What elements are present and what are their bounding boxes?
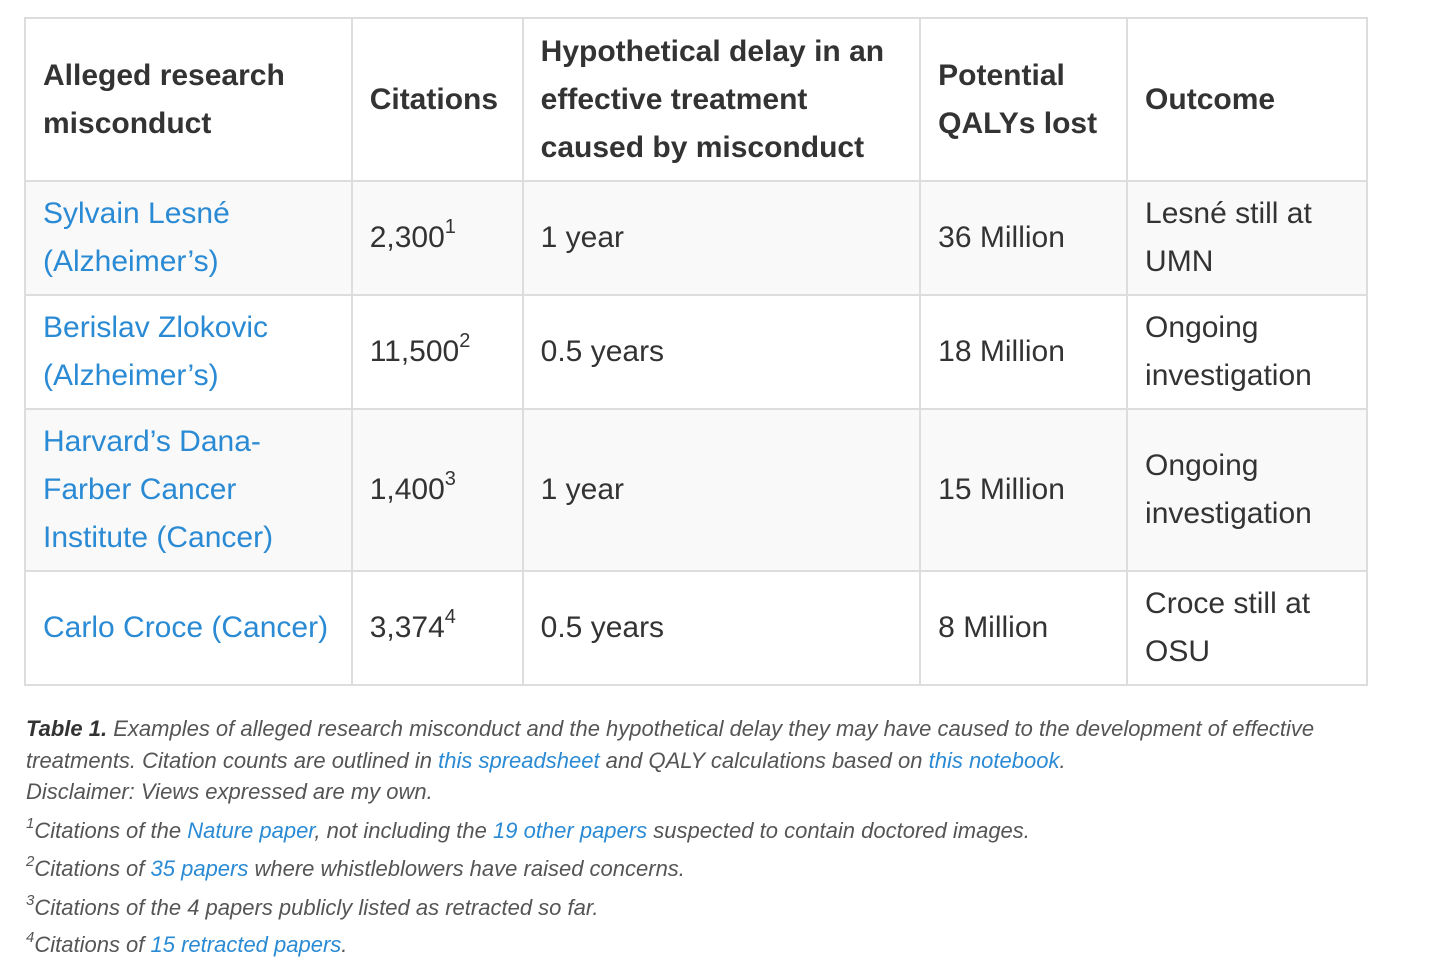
spreadsheet-link[interactable]: this spreadsheet (438, 747, 600, 773)
outcome-cell: Croce still at OSU (1127, 571, 1367, 685)
outcome-cell: Ongoing investigation (1127, 295, 1367, 409)
header-alleged-misconduct: Alleged research misconduct (25, 18, 352, 181)
misconduct-table (24, 17, 1368, 686)
footnote-text: Citations of the 4 papers publicly listed as retracted so far. (34, 895, 599, 920)
outcome-cell: Ongoing investigation (1127, 409, 1367, 571)
caption-text: Examples of alleged research misconduct and the hypothetical delay they may have caused to the development of effective treatments. Citation counts are outlined in (26, 716, 1315, 773)
table-caption (26, 713, 1406, 808)
footnote-text: . (341, 932, 348, 957)
citations-cell (352, 181, 523, 295)
footnote-text: Citations of (34, 932, 151, 957)
delay-cell: 0.5 years (523, 571, 921, 685)
case-name-link[interactable]: Carlo Croce (Cancer) (25, 571, 352, 685)
delay-cell: 1 year (523, 181, 921, 295)
table-row (25, 409, 1367, 571)
footnote-3 (26, 893, 1406, 923)
delay-cell: 1 year (523, 409, 921, 571)
footnote-mark: 2 (26, 852, 35, 870)
citations-value: 1,400 (369, 473, 445, 506)
outcome-cell: Lesné still at UMN (1127, 181, 1367, 295)
footnote-text: Citations of the (34, 818, 188, 843)
footnote-mark: 3 (26, 891, 35, 909)
case-name-link[interactable]: Berislav Zlokovic (Alzheimer’s) (25, 295, 352, 409)
citations-cell (352, 295, 523, 409)
case-name-link[interactable]: Sylvain Lesné (Alzheimer’s) (25, 181, 352, 295)
header-delay: Hypothetical delay in an effective treatment caused by misconduct (523, 18, 921, 181)
table-row (25, 571, 1367, 685)
footnote-text: , not including the (314, 818, 493, 843)
citations-cell (352, 409, 523, 571)
header-citations: Citations (352, 18, 523, 181)
table-row (25, 295, 1367, 409)
header-outcome: Outcome (1127, 18, 1367, 181)
qalys-cell: 36 Million (920, 181, 1127, 295)
papers-35-link[interactable]: 35 papers (150, 856, 249, 881)
qalys-cell: 15 Million (920, 409, 1127, 571)
qalys-cell: 18 Million (920, 295, 1127, 409)
nature-paper-link[interactable]: Nature paper (187, 818, 315, 843)
footnote-marker: 3 (444, 468, 456, 490)
caption-label: Table 1. (26, 716, 108, 741)
header-qalys-lost: Potential QALYs lost (920, 18, 1127, 181)
caption-text: and QALY calculations based on (599, 747, 929, 773)
footnote-4 (26, 930, 1406, 960)
footnote-text: Citations of (34, 856, 151, 881)
footnote-1 (26, 816, 1406, 846)
other-papers-link[interactable]: 19 other papers (493, 818, 648, 843)
footnote-marker: 4 (444, 606, 456, 628)
footnote-marker: 1 (444, 216, 456, 238)
footnote-text: suspected to contain doctored images. (647, 818, 1030, 843)
disclaimer-text: Disclaimer: Views expressed are my own. (26, 779, 433, 804)
retracted-papers-link[interactable]: 15 retracted papers (150, 932, 342, 957)
citations-value: 3,374 (369, 611, 445, 644)
case-name-link[interactable]: Harvard’s Dana-Farber Cancer Institute (Cancer) (25, 409, 352, 571)
citations-value: 2,300 (369, 221, 445, 254)
footnote-mark: 4 (26, 928, 35, 946)
citations-value: 11,500 (369, 335, 460, 368)
caption-text: . (1059, 747, 1066, 773)
citations-cell (352, 571, 523, 685)
table-header-row (25, 18, 1367, 181)
table-row (25, 181, 1367, 295)
footnote-text: where whistleblowers have raised concerns. (248, 856, 685, 881)
footnote-marker: 2 (459, 330, 471, 352)
notebook-link[interactable]: this notebook (928, 747, 1060, 773)
footnote-mark: 1 (26, 814, 35, 832)
qalys-cell: 8 Million (920, 571, 1127, 685)
delay-cell: 0.5 years (523, 295, 921, 409)
footnote-2 (26, 854, 1406, 884)
